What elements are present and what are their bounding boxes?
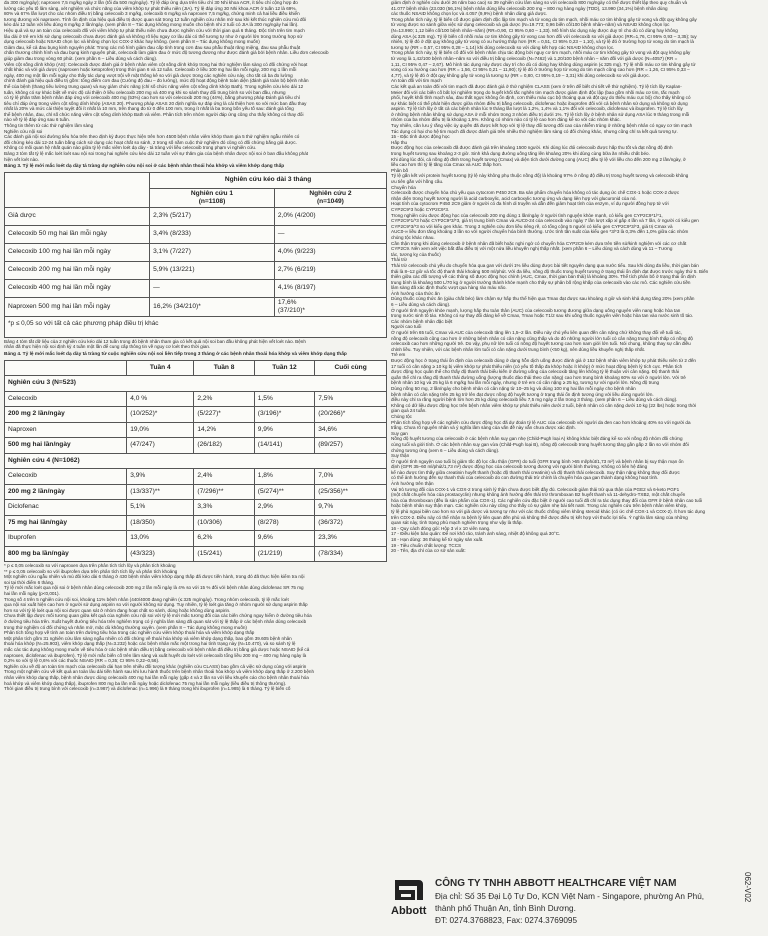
text-line: trong thử nghiệm có đối chứng và nhãn mở, mặc dù không thường xuyên. (xem phần 8 – Tác dụng không mong muốn): [4, 624, 247, 630]
text-line: điều này chỉ ra rằng người bệnh lớn hơn 25 kg dùng celecoxib liều 7,5 mg ngày 2 lần trong 3 tháng. (xem phần 6 – Liều dùng và cách dùng).: [391, 397, 678, 403]
text-line: Được động học ở trạng thái ổn định của celecoxib dùng ở dạng hỗn dịch uống được đánh giá ở 152 bệnh nhân viêm khớp tự phát thiếu niên từ 2 đến: [391, 358, 696, 363]
text-line: hoá khớp và viêm khớp dạng thấp), ibuprofen 800 mg ba lần mỗi ngày hoặc diclofenac 75 mg hai lần mỗi ngày (liều điều trị thông thường).: [4, 680, 287, 686]
text-line: Nồng độ huyết tương của celecoxib ở các bệnh nhân suy gan nhẹ (Child-Pugh loại A) không khác biệt đáng kể so với nồng độ nhóm đối chứng: [391, 436, 683, 442]
table3-study2: Nghiên cứu 2 (n=1049): [274, 188, 386, 207]
table4-study3-body: [5, 391, 387, 453]
text-line: nào về tỷ lệ đáp ứng sau 6 tuần.: [4, 117, 70, 123]
text-line: 4,77), và tỷ lệ đó ở đột quỵ không gây tử vong là tương tự (RR = 0,80, CI 95% 0,19 – 3,31) khi dùng celecoxib so với giả dược.: [391, 72, 650, 78]
table4-cell: (5/227)*: [194, 407, 254, 423]
table3-cell-study2-count: (37/210)*: [277, 306, 305, 314]
table3-row: [5, 279, 387, 297]
table4-study3-label: Nghiên cứu 3 (N=523): [5, 376, 387, 392]
table4-cell: (10/306): [194, 515, 254, 531]
text-line: Được động học của celecoxib đã được đánh giá trên khoảng 1500 người. Khi dùng lúc đói celecoxib được hấp thu tốt và đạt nồng độ đỉnh: [391, 145, 673, 151]
text-line: trong nước sinh tố táo. Không có sự thay đổi đáng kể về Cmax, Tmax hoặc T1/2 sau khi uống thuốc nguyên viên hoặc hòa tan vào nước sinh tố táo.: [391, 313, 694, 319]
table4-row: [5, 531, 387, 547]
text-line: Nghiên cứu về độ an toàn tim mạch của celecoxib dài hạn trên nhiều đối tượng khác (nghiên cứu CLASS) bao gồm cả việc sử dụng cùng với aspirin: [4, 663, 307, 669]
table4-cell: 3,3%: [194, 500, 254, 516]
table4-cell: 2,4%: [194, 469, 254, 485]
text-line: Khi dùng lúc đói, cả nồng độ đỉnh trong huyết tương (Cmax) và diện tích dưới đường cong (AUC) đều tỷ lệ với liều cho đến 200 mg 2 lần/ngày, ở: [391, 156, 686, 162]
text-line: Người cao tuổi: [391, 324, 422, 330]
text-line: trong huyết tương sau khoảng 2-3 giờ. Sinh khả dụng đường uống tăng lên khoảng 20% khi dùng cùng bữa ăn nhiều chất béo.: [391, 151, 650, 157]
text-line: Trong phân tích này, tỷ lệ biến cố đối với bệnh nhân chịu tác động bởi nguy cơ tim mạch, nhồi máu cơ tim không gây tử vong và đột quỵ không gây: [391, 50, 691, 56]
table3-footnote: *p ≤ 0,05 so với tất cả các phương pháp điều trị khác: [4, 317, 387, 338]
text-line: nhận diện trong huyết tương người là acid carboxylic, acid carboxylic tương ứng và dạng liên hợp với glucuronid của nó.: [391, 195, 637, 201]
text-line: giảm định ở nghiên cứu dưới 26 năm bao cao) so 39 nghiên cứu lâm sàng so với celecoxib 800 mg/ngày có thể được thiết lập theo quy chuẩn và: [391, 0, 688, 5]
table4-cell: (36/372): [315, 515, 387, 531]
table4-cell: (10/252)*: [127, 407, 194, 423]
text-line: vong có xu hướng cao hơn (RR = 1,56, CI 95% 0,21 – 11,90); tỷ lệ đó ở trường hợp tử vong do tim mạch cũng cao hơn (RR = 1,26, CI 95% 0,33 –: [391, 67, 690, 73]
text-line: Chưa thiết lập được mối tương quan giữa kết quả của nghiên cứu nội soi với tỷ lệ mới mắc tương đối của các biến chứng nguy hiểm ở đường tiêu hóa: [4, 613, 312, 619]
company-name: CÔNG TY TNHH ABBOTT HEALTHCARE VIỆT NAM: [435, 878, 677, 889]
text-line: naproxen, diclofenac và ibuprofen). Tỷ lệ mới mắc biến cố trên lâm sàng và xuất huyết do loét với celecoxib tổng liều 200 mg – 400 mg hàng ngày là: [4, 652, 307, 658]
text-line: Ở người tình nguyện cao tuổi bị giảm tốc độ lọc cầu thận (GFR) do tuổi (GFR trung bình >65 ml/phút/1,73 m²) và bệnh nhân bị suy thận mạn ổn: [391, 458, 684, 464]
table4-cell: 9,7%: [315, 500, 387, 516]
text-line: Tác dụng có hại cho hệ tim mạch đã được đánh giá trên nhiều thử nghiệm lâm sàng có đối chứng khác, nhưng cũng chỉ ra kết quả tương tự.: [391, 128, 678, 134]
table4-cell: (8/278): [254, 515, 314, 531]
text-line: lường các yếu tố lâm sàng, xét nghiệm và chức năng của viêm khớp tự phát thiếu niên (JIA). Tỷ lệ đáp ứng 30 Nhi khoa ACR ở tuần 12 là 69%,: [4, 5, 297, 11]
text-line: hoặc bệnh nhân suy thận mạn. Các nghiên cứu này cũng cho thấy có sự giảm nhẹ bài tiết natri. Trong các nghiên cứu trên bệnh nhân viêm khớp,: [391, 503, 688, 509]
table3-cell-study1: 2,3% (5/217): [150, 207, 275, 225]
text-line: sự khác biệt có thể phát hiện được giữa nhóm điều trị bằng celecoxib, diclofenac hoặc ibuprofen đối với cả bệnh nhân sử dụng và không sử dụng: [391, 100, 688, 106]
table4-row-label: 75 mg hai lần/ngày: [5, 515, 127, 531]
table4-cell: 2,9%: [254, 500, 314, 516]
text-line: tử vong được so sánh giữa việc sử dụng celecoxib và giả dược (N=19.773; 0,96 biến cố/100 bệnh nhân–năm) và NSAID không chọn lọc: [391, 22, 670, 28]
table4-cell: 1,5%: [254, 391, 314, 407]
text-line: Viêm cột sống dính khớp (AS): Celecoxib được đánh giá ở bệnh nhân viêm cột sống dính khớp trong hai thử nghiệm lâm sàng có đối chứng với hoạt: [4, 61, 308, 67]
text-line: Hấp thu: [391, 139, 408, 145]
text-line: liều cao hơn thì tỷ lệ tăng của Cmax và AUC thấp hơn.: [391, 162, 503, 168]
table4-cell: (15/241): [194, 546, 254, 562]
text-line: đa 300 mg/ngày); naproxen 7,5 mg/kg ngày 2 lần (tối đa 500 mg/ngày). Tỷ lệ đáp ứng dựa trên tiêu chí 30 Nhi khoa ACR, ít tiêu chí cộng hợp đo: [4, 0, 298, 5]
text-line: 0,2% so với tỷ lệ 0,6% với các thuốc NSAID (RR = 0,35; CI 95% 0,22–0,56).: [4, 658, 160, 664]
text-line: Meier đối với các biến cố bất lợi nghiêm trọng do huyết khối tắc nghẽn tim mạch được giám định độc lập (bao gồm nhồi máu cơ tim, tắc mạch: [391, 89, 680, 95]
text-line: Hoạt tính của cytocrom P450 2C9 giảm ở người có đa hình di truyền và dẫn đến giảm hoạt tính của enzym, ví dụ người đồng hợp tử với: [391, 201, 669, 207]
table3-row-label: Celecoxib 50 mg hai lần mỗi ngày: [5, 225, 150, 243]
table4-study4-row: [5, 453, 387, 469]
table4-row-label: Diclofenac: [5, 500, 127, 516]
table3-row-label: Celecoxib 400 mg hai lần mỗi ngày: [5, 279, 150, 297]
table4-col-week12: Tuần 12: [254, 360, 314, 376]
text-line: tương đương với naproxen. Tính ổn định của hiệu quả điều trị được quan sát trong 12 tuần nghiên cứu nhãn mở sau khi kết thúc nghiên cứu mù đôi: [4, 16, 307, 22]
table4-row: [5, 407, 387, 423]
table4-cell: (21/219): [254, 546, 314, 562]
table4-cell: 13,0%: [127, 531, 194, 547]
table3-cell-study2: 2,0% (4/200): [274, 207, 386, 225]
text-line: chủng tộc khác nhau.: [391, 234, 435, 240]
text-line: ưu tiên gắn với hồng cầu.: [391, 179, 444, 184]
text-line: chính đánh giá hiệu quả điều trị gồm: tổng điểm cơn đau (Cường độ đau – đo lường), mức độ hoạt động bệnh toàn diện (đánh giá toàn bộ bệnh nhân: [4, 78, 309, 84]
text-line: giúp giảm đau trong vòng 60 phút. (xem phần 6 – Liều dùng và cách dùng).: [4, 55, 158, 61]
text-line: (N=13.990; 1,12 biến cố/100 bệnh nhân–năm) (RR=0,90, CI 95% 0,60 – 1,33). Mô hình tác dụng này được duy trì cho dù có dùng hay không: [391, 27, 678, 33]
text-line: 1,11, CI 95% 0,47 – 2,67). Mô hình tác dụng này được duy trì cho dù có dùng hay không dùng aspirin (≤ 325 mg). Tỷ lệ nhồi máu cơ tim không gây tử: [391, 61, 696, 67]
text-line: soi tại thời điểm 6 tháng.: [4, 579, 55, 585]
text-line: mắc các tác dụng không mong muốn về tiêu hóa ở các bệnh nhân điều trị bằng celecoxib với bệnh nhân đã điều trị bằng giả dược hoặc NSAID (kể cả: [4, 647, 310, 652]
table4-cell: 3,9%: [127, 469, 194, 485]
text-line: có thể ảnh hưởng đến sự thanh thải của celecoxib do con đường thải trừ chính là chuyển hóa qua gan thành dạng không hoạt tính.: [391, 475, 659, 481]
table4-cell: (14/141): [254, 438, 314, 454]
text-line: tiêu chí đáp ứng trong viêm cột sống dính khớp (ASAS 20). Phương pháp ASAS 20 định nghĩa sự đáp ứng là cải thiện hơn so với mức ban đầu thay: [4, 100, 307, 106]
text-line: Celecoxib được chuyển hóa chủ yếu qua cytocrom P450 2C9. Ba sản phẩm chuyển hóa không có tác dụng ức chế COX-1 hoặc COX-2 được: [391, 190, 680, 196]
text-line: 15 - Đặc tính dược động học: [391, 134, 450, 140]
text-line: Ở người tình nguyện khỏe mạnh, lượng hấp thu toàn thân (AUC) của celecoxib tương đương giữa dạng uống nguyên viên nang hoặc hòa tan: [391, 307, 681, 313]
company-phone: ĐT: 0274.3768823, Fax: 0274.3769095: [435, 916, 578, 925]
table3-cell-study2: 4,0% (9/223): [274, 243, 386, 261]
table3-cell-study2-value: 17,6%: [277, 298, 297, 306]
table4-row-label: 200 mg 2 lần/ngày: [5, 484, 127, 500]
table4-row-label: Celecoxib: [5, 391, 127, 407]
text-line: cùng tuổi và giới tính. Ở các bệnh nhân suy gan vừa (Child-Pugh loại B), nồng độ celecoxib trong huyết tương tăng gần gấp 2 lần so với nhóm đối: [391, 441, 689, 447]
table3-row: [5, 243, 387, 261]
text-line: Ảnh hưởng của thức ăn: [391, 290, 440, 296]
left-intro-text: [4, 0, 387, 162]
table4-row-label: 200 mg 2 lần/ngày: [5, 407, 127, 423]
table4-cell: 9,9%: [254, 422, 314, 438]
table3-cell-study1: 3,1% (7/227): [150, 243, 275, 261]
text-line: Phân bố: [391, 167, 409, 173]
text-line: Một nghiên cứu ngẫu nhiên và mù đôi kéo dài 6 tháng ở 430 bệnh nhân viêm khớp dạng thấp đã được tiến hành, trong đó đã thực hiện kiểm tra nội: [4, 574, 305, 580]
table4-header-row: [5, 360, 387, 376]
table4-row: [5, 438, 387, 454]
text-line: nhiên, tỷ lệ đó ở đột quỵ không gây tử vong có xu hướng thấp hơn (RR = 0,51, CI 95% 0,23 – 1,10), và tỷ lệ đó ở trường hợp tử vong do tim mạch là: [391, 39, 694, 45]
text-line: CYP2C9*3 hoặc CYP2C9*3.: [391, 206, 450, 212]
text-line: CYP2C9*3/*3 so với kiểu gen khác. Trong 3 nghiên cứu đơn liều riêng rẽ, có tổng cộng 5 người có kiểu gen CYP2C9*3/*3, giá trị Cmax và: [391, 223, 673, 229]
text-line: 41.077 bệnh nhân (23.030 (56,1%) bệnh nhân dùng liều celecoxib 200 mg – 800 mg hàng ngày (TDD), 13.990 (34,1%) bệnh nhân dùng: [391, 5, 668, 11]
text-line: trên COX-2. Điều này có thể nhận ra bệnh lý liên quan đến phù và không thể được điều trị kết hợp với thuốc lợi tiểu. Ý nghĩa lâm sàng của những: [391, 514, 688, 520]
table4-row: [5, 391, 387, 407]
table4-cell: 1,8%: [254, 469, 314, 485]
table4-study4-body: [5, 469, 387, 562]
left-mid-text: [4, 339, 387, 350]
text-line: các thuốc NSAID không chọn lọc và 4.057 (9,9%) bệnh nhân dùng giả dược.: [391, 11, 548, 17]
company-address-line1: Địa chỉ: Số 35 Đại Lộ Tự Do, KCN Việt Nam - Singapore, phường An Phú,: [435, 892, 705, 901]
text-line: được động học quần thể cho thấy độ thanh thải biểu kiến ở đường uống của celecoxib tăng lên không tỷ lệ thuận với cân nặng. Độ thanh thải: [391, 369, 679, 375]
text-line: Suy thận: [391, 453, 410, 459]
text-line: Trong số 4 trên 5 nghiên cứu nội soi, khoảng 11% bệnh nhân (440/4000 đang nghiên (≤ 325 mg/ngày). Trong nhóm celecoxib, tỷ lệ mắc loét: [4, 596, 289, 602]
table3-study1: Nghiên cứu 1 (n=1108): [150, 188, 275, 207]
text-line: tỷ lệ phù ngoại biên cao hơn so với giả dược và tương tự như với các thuốc chống viêm không steroid khác (có ức chế COX-1 và COX-2). Ít hơn tác dụng: [391, 509, 706, 515]
table3-cell-study1: 3,4% (8/233): [150, 225, 275, 243]
text-line: tuần, không có sự khác biệt về mức độ cải thiện ở liều celecoxib 200 mg và 400 mg khi so sánh thay đổi trung bình so với ban đầu, nhưng: [4, 89, 286, 95]
table3-group-header: Nghiên cứu kéo dài 3 tháng: [150, 172, 387, 188]
table4-cell: (26/182): [194, 438, 254, 454]
text-line: aspirin. Tỷ lệ tích lũy ở tất cả các bệnh nhân lúc 9 tháng lần lượt là 1,2%, 1,4% và 1,1% đối với celecoxib, diclofenac và ibuprofen. Tỷ lệ tích lũy: [391, 106, 683, 112]
text-line: 19 - Tiêu chuẩn chất lượng: TCCS: [391, 542, 462, 548]
text-line: Các kết quả an toàn đối với tim mạch đã được đánh giá ở thử nghiệm CLASS (xem ở trên để biết chi tiết về thử nghiệm). Tỷ lệ tích lũy Kaplan-: [391, 83, 682, 89]
text-line: Thời gian điều trị trung bình với celecoxib (n=3.987) và diclofenac (n=1.996) là 9 tháng trong khi ibuprofen (n=1.985) là 6 tháng. Tỷ lệ biến cố: [4, 686, 291, 692]
table3-row: [5, 297, 387, 316]
text-line: CYP2C9*1/*3 hoặc CYP2C9*3/*3, giá trị trung bình Cmax và AUC0-24 của celecoxib vào ngày 7 lần lượt xấp xỉ gấp 4 lần và 7 lần, ở người có kiểu gen: [391, 218, 699, 224]
table4-row: [5, 422, 387, 438]
table4-row-label: Ibuprofen: [5, 531, 127, 547]
table3-row: [5, 261, 387, 279]
text-line: Một phân tích gồm 31 nghiên cứu lâm sàng ngẫu nhiên có đối chứng về thoái hóa khớp và viêm khớp dạng thấp, bao gồm 39.605 bệnh nhân: [4, 635, 292, 641]
text-line: * p ≤ 0,05 celecoxib so với naproxen dựa trên phân tích tích lũy và phân tích khoảng: [4, 563, 176, 569]
table3-row: [5, 207, 387, 225]
text-line: 20 - Tên, địa chỉ của cơ sở sản xuất:: [391, 548, 466, 554]
text-line: tử vong là 1,42/100 bệnh nhân–năm so với điều trị bằng celecoxib (N=7462) và 1,20/100 bệnh nhân – năm đối với giả dược (N=4057) (RR =: [391, 55, 678, 61]
text-line: Tuy nhiên, cần lưu ý rằng việc ủy quyền đã được kết hợp với tỷ lệ thay đổi tương đối cao của nhiễm trùng ở những bệnh nhân có nguy cơ tim mạch: [391, 123, 693, 129]
left-column: [4, 0, 387, 692]
table4-row-label: 500 mg hai lần/ngày: [5, 438, 127, 454]
table4-row: [5, 469, 387, 485]
text-line: trung bình là khoảng 500 L/70 kg ở người trưởng thành khỏe mạnh cho thấy sự phân bố rộng khắp của celecoxib vào các mô. Các nghiên cứu tiền: [391, 279, 691, 285]
text-line: nhân đã thực hiện nội soi định kỳ 4 tuần một lần để cung cấp thông tin về nguy cơ loét theo thời gian.: [4, 344, 211, 350]
table4: [4, 360, 387, 563]
table3-caption: Bảng 3. Tỷ lệ mới mắc loét dạ dày tá tràng dự nghiên cứu nội soi ở các bệnh nhân thoái hóa khớp và viêm khớp dạng thấp: [4, 164, 285, 170]
text-line: Phân tích tổng hợp về tính an toàn trên đường tiêu hóa trong các nghiên cứu viêm khớp thoái hóa và viêm khớp dạng thấp: [4, 630, 255, 636]
table4-row: [5, 500, 387, 516]
text-line: Tỷ lệ mới mắc loét qua nội soi ở bệnh nhân dùng celecoxib 200 mg 2 lần mỗi ngày là 4% so với 15 % đối với bệnh nhân dùng diclofenac SR 75 mg: [4, 585, 304, 591]
table4-cell: 7,0%: [315, 469, 387, 485]
right-text: [391, 0, 761, 554]
table3-row-label: Naproxen 500 mg hai lần mỗi ngày: [5, 297, 150, 316]
text-line: 16 - Quy cách đóng gói: Hộp 3 vỉ x 10 viên nang.: [391, 525, 491, 531]
text-line: nhân viêm khớp dạng thấp, bệnh nhân được dùng celecoxib 400 mg hai lần mỗi ngày (gấp 4 và 2 lần so với liều khuyến cáo cho bệnh nhân thoái hóa: [4, 674, 309, 680]
text-line: Giảm đau, kể cả đau bụng kinh nguyên phát: Trong các mô hình giảm đau cấp tính trong cơn đau sau phẫu thuật răng miệng, đau sau phẫu thuật: [4, 44, 301, 50]
table4-cell: 6,2%: [194, 531, 254, 547]
text-line: Suy gan: [391, 430, 408, 436]
table4-row-label: Celecoxib: [5, 469, 127, 485]
table4-cell: 2,2%: [194, 391, 254, 407]
table4-col-week4: Tuần 4: [127, 360, 194, 376]
table3-study-row: [5, 188, 387, 207]
table3-row-label: Celecoxib 200 mg hai lần mỗi ngày: [5, 261, 150, 279]
table4-cell: (3/196)*: [254, 407, 314, 423]
text-line: tác, tương kỵ của thuốc): [391, 251, 441, 257]
text-line: dụng celecoxib hoặc NSAID chọn lọc và không chọn lọc COX-2 khác hay không. (xem phần 8 – Tác dụng không mong muốn): [4, 39, 260, 45]
table4-caption: Bảng 4. Tỷ lệ mới mắc loét dạ dày tá tràng từ cuộc nghiên cứu nội soi liên tiếp trong 3 tháng ở các bệnh nhân thoái hóa khớp và viêm khớp dạng thấp: [4, 352, 347, 357]
text-line: (một chất chuyển hóa của prostacyclin) nhưng không ảnh hưởng đến thải trừ thromboxan B2 huyết thanh và 11-dehydro-TXB2, một chất chuyển: [391, 492, 686, 498]
text-line: có tỷ lệ phần trăm bệnh nhân đáp ứng với celecoxib 400 mg (53%) cao hơn so với celecoxib 200 mg (44%), bằng phương pháp Đánh giá tiêu chí: [4, 95, 301, 101]
text-line: ngày, 400 mg một lần mỗi ngày cho thấy tác dụng vượt trội về mặt thống kê so với giả dược trong các nghiên cứu này, cho tất cả ba đo lường: [4, 72, 293, 78]
text-line: chỉnh liều. Tuy nhiên, với các bệnh nhân lớn tuổi có cân nặng dưới trung bình (<50 kg), nên dùng liều khuyến nghị thấp nhất.: [391, 346, 646, 352]
table3-cell-study2: 4,1% (8/197): [274, 279, 386, 297]
text-line: AUC0-∞ liều đơn tăng khoảng 3 lần so với người chuyển hóa bình thường. Ước tính tần suất của kiểu gen *3/*3 là 0,3% đến 1,0% giữa các nhóm: [391, 229, 689, 235]
text-line: ở những bệnh nhân không sử dụng ASA ở mỗi nhóm trong 3 nhóm điều trị dưới 1%. Tỷ lệ tích lũy ở bệnh nhân sử dụng ASA lúc 9 tháng trong mỗi: [391, 111, 690, 117]
table4-cell: (13/337)**: [127, 484, 194, 500]
text-line: hóa của thromboxan (đều là sản phẩm của COX-1). Các nghiên cứu đặc biệt ở người cao tuổi đã chỉ ra tác dụng thay đổi của GFR ở bệnh nhân cao tuổi: [391, 497, 703, 503]
table3-cell-study1: 16,2% (34/210)*: [150, 297, 275, 316]
table4-cell: (47/247): [127, 438, 194, 454]
text-line: Không có mối quan hệ nhất quán nào giữa tỷ lệ mắc viêm loét dạ dày - tá tràng với liều celecoxib trong phạm vi nghiên cứu.: [4, 145, 257, 151]
text-line: lâu dài ở trẻ em khi sử dụng celecoxib chưa được đánh giá và không rõ liệu nguy cơ lâu dài có thể tương tự như ở người lớn trong trường hợp sử: [4, 33, 303, 39]
left-bottom-text: [4, 563, 387, 692]
table4-cell: 34,6%: [315, 422, 387, 438]
document-code: 062-V02: [743, 872, 752, 903]
table4-cell: (43/323): [127, 546, 194, 562]
text-line: định (GFR 35–60 ml/phút/1,73 m²) được động học của celecoxib tương đương với người bình thường. Không có liên hệ đáng: [391, 464, 648, 470]
table4-row-label: Naproxen: [5, 422, 127, 438]
text-line: Nghiên cứu nội soi: [4, 128, 43, 134]
text-line: bệnh nhân có cân nặng trên 25 kg trở lên đạt được nồng độ huyết tương ở trạng thái ổn định tương ứng với liều dùng người lớn.: [391, 391, 654, 397]
text-line: thể bệnh nhân, đau, chỉ số chức năng viêm cột sống dính khớp Bath và viêm. Phân tích trên nhóm người đáp ứng cũng cho thấy không có thay đổi: [4, 111, 304, 117]
text-line: thiên giữa các đối tượng về các thông số được động học chính (AUC, Cmax, thời gian bán thải) là khoảng 30%. Thể tích phân bố ở trạng thái ổn định: [391, 274, 696, 280]
text-line: bệnh nhân 10 kg và 25 kg là 6 mg/kg hai lần mỗi ngày, nhưng ở trẻ em có cân nặng ≥ 25 kg, tương tự với người lớn. Nồng độ trung: [391, 380, 660, 386]
text-line: nhóm của ba nhóm điều trị là khoảng 1,5%. Không có nhóm nào có tỷ lệ cao hơn đáng kể so với các nhóm khác.: [391, 117, 621, 123]
text-line: CYP2C9. Nên xem xét việc bắt đầu điều trị với một nửa liều khuyến nghị thấp nhất. (xem phần 6 – Liều dùng và cách dùng và 11 – Tương: [391, 246, 673, 252]
text-line: Trong phân tích này, tỷ lệ biến cố được giám định độc lập tim mạch và tử vong do tim mạch, nhồi máu cơ tim không gây tử vong và đột quỵ không gây: [391, 16, 697, 22]
text-line: Bảng 4 tóm tắt dữ liệu của 2 nghiên cứu kéo dài 12 tuần trong đó bệnh nhân tham gia có kết quả nội soi ban đầu không phát hiện vết loét nào. Bệnh: [4, 338, 306, 344]
text-line: hiện vết loét nào.: [4, 156, 39, 162]
table4-cell: 4,0 %: [127, 391, 194, 407]
text-line: ở đường tiêu hóa trên. Xuất huyết đường tiêu hóa trên nghiêm trọng có ý nghĩa lâm sàng đã quan sát với tỷ lệ thấp ở các bệnh nhân dùng celecoxib: [4, 619, 307, 625]
text-line: Trong nghiên cứu được động học của celecoxib 200 mg dùng 1 lần/ngày ở người tình nguyện khỏe mạnh, có kiểu gen CYP2C9*1/*1,: [391, 212, 663, 218]
text-line: thể của bệnh (thang tiêu lường trung quan) và suy giảm chức năng (chỉ số chức năng viêm cột sống dính khớp Bath). Trong nghiên cứu kéo dài 12: [4, 83, 304, 89]
table4-col-week8: Tuần 8: [194, 360, 254, 376]
text-line: thoái hóa khớp (N=25.903), viêm khớp dạng thấp (N=3.232) hoặc các bệnh nhân mắc một trong hai tình trạng này (N=10.470), và so sánh tỷ lệ: [4, 641, 296, 647]
table4-cell: (78/334): [315, 546, 387, 562]
table4-study3-row: [5, 376, 387, 392]
text-line: Phân tích tổng hợp về các nghiên cứu được động học đã dự đoán tỷ lệ AUC của celecoxib với người da đen cao hơn khoảng 40% so với người da: [391, 419, 691, 425]
text-line: quần thể chỉ ra rằng độ thanh thải đường uống (lượng thuốc đào thải theo cân nặng) cao hơn trung bình khoảng 60% so với ở người lớn. Với trẻ: [391, 374, 686, 380]
text-line: Hiệu quả và sự an toàn của celecoxib đối với viêm khớp tự phát thiếu niên chưa được nghiên cứu với thời gian quá 6 tháng. Độc tính trên tim mạch: [4, 27, 305, 33]
text-line: tương tự (RR = 0,57, CI 95% 0,28 – 1,14) khi dùng celecoxib so với dùng kết hợp các NSAID không chọn lọc.: [391, 44, 615, 50]
text-line: Các đánh giá nội soi đường tiêu hóa trên theo định kỳ được thực hiện trên hơn 4500 bệnh nhân viêm khớp tham gia 5 thử nghiệm ngẫu nhiên có: [4, 134, 300, 140]
text-line: Ở người trên 65 tuổi, Cmax và AUC của celecoxib tăng lên 1,5–2 lần. Điều này chủ yếu liên quan đến cân nặng chứ không thay đổi về tuổi tác,: [391, 330, 682, 336]
table4-cell: 14,2%: [194, 422, 254, 438]
text-line: kéo dài 12 tuần với liều dùng 6 mg/kg 2 lần/ngày. (xem phần 8 – Tác dụng không mong muốn cho bệnh nhi 2 tuổi có JIA là 300 mg/ngày hai lần).: [4, 22, 299, 28]
text-line: phổi, huyết khối tĩnh mạch sâu, đau thắt ngực không ổn định, cơn thiếu máu cục bộ thoáng qua và đột quỵ do thiếu máu cục bộ) cho thấy không có: [391, 95, 691, 101]
text-line: Thải trừ: [391, 257, 408, 263]
text-line: chứng tương ứng (xem 6 – Liều dùng và cách dùng).: [391, 447, 500, 453]
table4-cell: (25/356)**: [315, 484, 387, 500]
text-line: Chuyển hóa: [391, 184, 416, 190]
text-line: lâm sàng đã xác định thuốc vượt qua hàng rào máu não.: [391, 285, 507, 291]
table3-cell-study2: —: [274, 225, 386, 243]
table3-cell-study1: —: [150, 279, 275, 297]
table4-cell: (18/350): [127, 515, 194, 531]
text-line: 17 tuổi có cân nặng ≥ 10 kg bị viêm khớp tự phát thiếu niên (có yếu tố thấp đa khớp hoặc ít khớp) ở mức hoạt động bệnh lý tích cực. Phân tích: [391, 363, 683, 369]
table3-cell-study2: 2,7% (6/219): [274, 261, 386, 279]
text-line: 80% và 67% lần lượt cho các nhóm điều trị bằng celecoxib 3 mg/kg, celecoxib 6 mg/kg và naproxen 7,5 mg/kg, chứng minh cả hai liều điều khiển: [4, 11, 300, 17]
right-column: [391, 0, 761, 554]
text-line: Thải trừ celecoxib chủ yếu do chuyển hóa qua gan với dưới 1% liều dùng được bài tiết nguyên dạng qua nước tiểu. Sau khi dùng đa liều, thời gian bán: [391, 262, 699, 268]
text-line: Trong một nghiên cứu về kết quả an toàn lâu dài tiến hành sau khi lưu hành thuốc trên bệnh nhân thoái hóa khớp và viêm khớp dạng thấp ở 2.200 bệnh: [4, 669, 314, 675]
text-line: chấn thương chỉnh hình và đau bụng kinh nguyên phát, celecoxib làm giảm đau ở mức độ tương đương như được đánh giá bởi bệnh nhân. Liều đơn celecoxib: [4, 50, 329, 56]
table4-cell: 9,6%: [254, 531, 314, 547]
table4-row-label: 800 mg ba lần/ngày: [5, 546, 127, 562]
text-line: trắng. Chưa rõ nguyên nhân và ý nghĩa lâm sàng của vấn đề này vẫn chưa được xác định.: [391, 425, 576, 431]
table4-cell: 7,5%: [315, 391, 387, 407]
text-line: Dùng nồng 50 mg, 2 lần/ngày cho bệnh nhân có cân nặng từ 10–25 kg và dùng 100 mg hai lần mỗi ngày cho bệnh nhân: [391, 385, 636, 391]
table4-cell: (89/257): [315, 438, 387, 454]
text-line: 17 - Điều kiện bảo quản: Để nơi khô ráo, tránh ánh sáng, nhiệt độ không quá 30°C.: [391, 531, 561, 537]
table3-cell-study1: 5,9% (13/221): [150, 261, 275, 279]
text-line: Cần thận trọng khi dùng celecoxib ở bệnh nhân đã biết hoặc nghi ngờ có chuyển hóa CYP2C9 kém dựa trên tiền sử/kinh nghiệm với các cơ chất: [391, 240, 687, 246]
text-line: Dùng thuốc cùng thức ăn (giàu chất béo) làm chậm sự hấp thu thể hiện qua Tmax đạt được sau khoảng 4 giờ và sinh khả dụng tăng 20% (xem phần: [391, 296, 695, 302]
table3-row-label: Celecoxib 100 mg hai lần mỗi ngày: [5, 243, 150, 261]
text-line: celecoxib cao hơn những người trẻ. Do vậy, phụ nữ lớn tuổi có nồng độ huyết tương cao hơn nam giới lớn tuổi. Nói chung, không thay sự cần điều: [391, 341, 691, 347]
abbott-logo-word: Abbott: [391, 905, 427, 917]
text-line: Không có dữ liệu được động học trên bệnh nhân viêm khớp tự phát thiếu niên dưới 2 tuổi, bệnh nhân có cân nặng dưới 10 kg (22 lbs) hoặc trong thời: [391, 402, 697, 408]
table4-row: [5, 515, 387, 531]
text-line: quan sát này, tình trạng phù mạch nghiêm trọng như vậy là thấp.: [391, 520, 523, 526]
table4-cell: 19,0%: [127, 422, 194, 438]
table4-cell: (5/274)**: [254, 484, 314, 500]
text-line: thải là 8–12 giờ và tốc độ thanh thải khoảng 500 ml/phút. Với đa liều, nồng độ thuốc trong huyết tương ở trạng thái ổn định đạt được trước ngày thứ 5. Biến: [391, 268, 709, 274]
text-line: Ảnh hưởng trên thận: [391, 481, 434, 487]
text-line: qua nội soi xuất hiện cao hơn ở người sử dụng aspirin so với người không sử dụng. Tuy nhiên, tỷ lệ loét gia tăng ở nhóm người sử dụng aspirin thấp: [4, 602, 308, 608]
text-line: hai lần mỗi ngày (p<0,001).: [4, 591, 60, 597]
company-address-line2: thành phố Thuận An, tỉnh Bình Dương.: [435, 904, 576, 913]
table4-cell: (20/266)*: [315, 407, 387, 423]
table4-row: [5, 546, 387, 562]
text-line: gian quá 24 tuần.: [391, 408, 427, 414]
table3: [4, 172, 387, 317]
text-line: 6 – Liều dùng và cách dùng).: [391, 302, 451, 308]
table4-cell: (7/296)**: [194, 484, 254, 500]
text-line: Trẻ em: [391, 352, 406, 358]
table3-header-row: [5, 172, 387, 188]
text-line: chất khác và với giả dược (naproxen hoặc ketoprofen) trong thời gian 6 và 12 tuần. Celecoxib ở liều 100 mg hai lần mỗi ngày, 200 mg 1 lần mỗi: [4, 67, 297, 73]
table3-row-label: Giả dược: [5, 207, 150, 225]
text-line: kể nào được tìm thấy giữa creatinin huyết thanh (hoặc độ thanh thải creatinin) và độ thanh thải celecoxib. Suy thận nặng không thay đổi được: [391, 469, 680, 475]
text-line: Bảng 3 tóm tắt tỷ lệ mắc loét loét sau nội soi trong hai nghiên cứu kéo dài 12 tuần với sự thăm gia của bệnh nhân được nội soi ở ban đầu không phát: [4, 151, 309, 157]
text-line: dùng ASA (≤ 325 mg). Tỷ lệ biến cố nhồi máu cơ tim không gây tử vong cao hơn đối với celecoxib so với giả dược (RR=1,76, CI 95% 0,93 – 3,35); tuy: [391, 33, 697, 39]
table4-row: [5, 484, 387, 500]
text-line: ** p ≤ 0,05 celecoxib so với ibuprofen dựa trên phân tích tích lũy và phân tích khoảng: [4, 568, 178, 574]
table4-study4-label: Nghiên cứu 4 (N=1062): [5, 453, 387, 469]
text-line: 18 - Hạn dùng: 36 tháng kể từ ngày sản xuất.: [391, 537, 484, 542]
table4-cell: 23,3%: [315, 531, 387, 547]
table3-cell-study2: [274, 297, 386, 316]
text-line: Vai trò tương đối của COX-1 và COX-2 trong sinh lý thận chưa được biết đầy đủ. Celecoxib giảm thải trừ qua thận của PGE2 và 6-keto PGF1: [391, 486, 680, 492]
text-line: Thông tin thêm từ các thử nghiệm lâm sàng: [4, 123, 94, 129]
text-line: đối chứng kéo dài 12-24 tuần bằng cách sử dụng các hoạt chất so sánh, 2 trong số nằm cuộc thử nghiệm đó cũng có đối chứng bằng giả dược.: [4, 139, 297, 145]
table4-cell: 5,1%: [127, 500, 194, 516]
text-line: nồng độ celecoxib cũng cao hơn ở những bệnh nhân có cân nặng cũng thấp và do đó những người lớn tuổi có cân nặng trung bình thấp có nồng độ: [391, 335, 693, 341]
table3-body: [5, 207, 387, 316]
text-line: nhất là 20% và mức cải thiện tuyệt đối ít nhất là 10 mm, trên thang đo từ 0 đến 100 mm, trong ít nhất là ba trong bốn yếu tố sau: đánh giá tổng: [4, 106, 294, 112]
text-line: hơn so với tỷ lệ loét qua nội soi được quan sát ở nhóm đang hoạt chất so sánh, dùng hoặc không dùng aspirin.: [4, 607, 231, 613]
text-line: An toàn đối với tim mạch: [391, 78, 442, 84]
table4-col-final: Cuối cùng: [315, 360, 387, 376]
text-line: Chủng tộc: [391, 413, 412, 419]
table3-row: [5, 225, 387, 243]
text-line: Các nhóm bệnh nhân đặc biệt: [391, 318, 453, 324]
text-line: Tỷ lệ gắn kết với protein huyết tương (tỷ lệ này không phụ thuộc nồng độ) là khoảng 97% ở nồng độ điều trị trong huyết tương và celecoxib không: [391, 173, 689, 179]
